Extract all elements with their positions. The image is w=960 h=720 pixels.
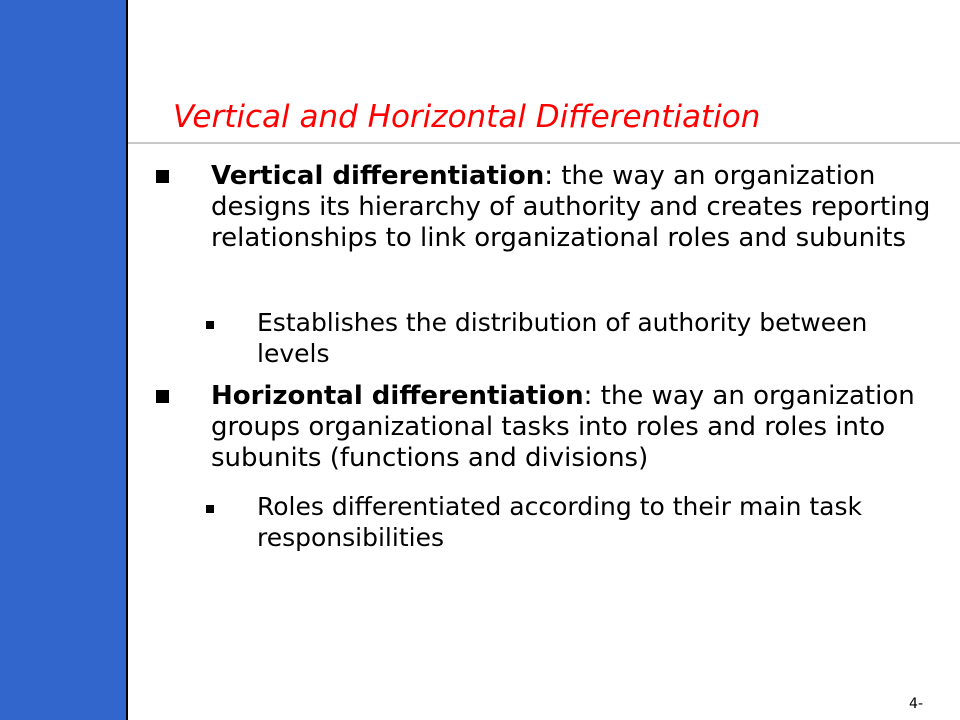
bullet-description: : the way an organization designs its hierarchy of authority and creates reporting relationships to link organizational roles and subunits <box>211 161 931 253</box>
bullet-term: Horizontal differentiation <box>211 381 584 411</box>
square-bullet-icon <box>156 390 169 403</box>
bullet-vertical-differentiation <box>155 161 945 254</box>
bullet-description: : the way an organization groups organizational tasks into roles and roles into subunits (functions and divisions) <box>211 381 915 473</box>
bullet-text <box>211 161 945 254</box>
slide-title: Vertical and Horizontal Differentiation <box>173 99 761 135</box>
title-divider <box>128 142 960 144</box>
left-accent-bar <box>0 0 128 720</box>
bullet-horizontal-differentiation <box>155 381 945 474</box>
square-bullet-icon <box>206 321 214 329</box>
bullet-term: Vertical differentiation <box>211 161 545 191</box>
bullet-text <box>211 381 945 474</box>
square-bullet-icon <box>156 170 169 183</box>
sub-bullet-text: Establishes the distribution of authority between levels <box>257 308 868 368</box>
square-bullet-icon <box>206 505 214 513</box>
sub-bullet-task-responsibilities <box>205 491 945 553</box>
sub-bullet-authority-distribution <box>205 307 945 369</box>
sub-bullet-text: Roles differentiated according to their main task responsibilities <box>257 492 862 552</box>
page-number: 4- <box>909 696 923 712</box>
